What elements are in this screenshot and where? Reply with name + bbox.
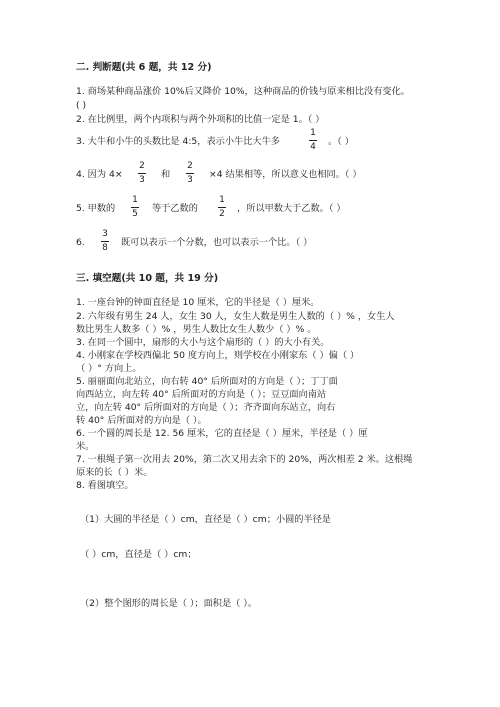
fraction-denominator: 3 bbox=[187, 175, 193, 185]
fraction-denominator: 4 bbox=[310, 142, 316, 152]
judgment-q5-fraction-2 bbox=[218, 195, 226, 220]
judgment-q6-tail: 既可以表示一个分数，也可以表示一个比。（ ） bbox=[121, 237, 313, 248]
fraction-bar bbox=[309, 140, 317, 141]
judgment-q4-tail: ×4 结果相等，所以意义也相同。（ ） bbox=[209, 169, 362, 180]
fill-q2-line1: 2. 六年级有男生 24 人，女生 30 人，女生人数是男生人数的（ ）% ，女生人 bbox=[76, 311, 395, 322]
fill-q7-line1: 7. 一根绳子第一次用去 20%，第二次又用去余下的 20%，两次相差 2 米。这根绳 bbox=[76, 454, 413, 465]
fraction-numerator: 1 bbox=[132, 195, 138, 205]
fill-q5-line3: 立，向左转 40° 后所面对的方向是（ ）；齐齐面向东站立，向右 bbox=[76, 402, 336, 413]
section-title-judgment: 二. 判断题(共 6 题，共 12 分) bbox=[76, 62, 212, 73]
fill-q3: 3. 在同一个圆中，扇形的大小与这个扇形的（ ）的大小有关。 bbox=[76, 337, 330, 348]
fill-q5-line1: 5. 丽丽面向北站立，向右转 40° 后所面对的方向是（ ）；丁丁面 bbox=[76, 376, 338, 387]
fill-q8: 8. 看图填空。 bbox=[76, 480, 134, 491]
fraction-numerator: 2 bbox=[139, 161, 145, 171]
fraction-numerator: 1 bbox=[310, 128, 316, 138]
fraction-denominator: 3 bbox=[139, 175, 145, 185]
section-title-fill-blank: 三. 填空题(共 10 题，共 19 分) bbox=[76, 273, 219, 284]
fill-q5-line2: 向西站立，向左转 40° 后所面对的方向是（ ）；豆豆面向南站 bbox=[76, 389, 327, 400]
fraction-numerator: 1 bbox=[219, 195, 225, 205]
fill-q5-line4: 转 40° 后所面对的方向是（ ）。 bbox=[76, 415, 207, 426]
judgment-q4-text: 4. 因为 4× bbox=[76, 169, 123, 180]
fill-q4-line1: 4. 小刚家在学校西偏北 50 度方向上，则学校在小刚家东（ ）偏（ ） bbox=[76, 350, 360, 361]
fill-q1: 1. 一座台钟的钟面直径是 10 厘米，它的半径是（ ）厘米。 bbox=[76, 297, 320, 308]
fraction-denominator: 2 bbox=[219, 209, 225, 219]
judgment-q1-line1: 1. 商场某种商品涨价 10%后又降价 10%，这种商品的价钱与原来相比没有变化。 bbox=[76, 86, 410, 97]
judgment-q1-line2: ( ) bbox=[76, 100, 87, 111]
judgment-q5-fraction-1 bbox=[131, 195, 139, 220]
fill-q8-sub1-line1: （1）大圆的半径是（ ）cm，直径是（ ）cm；小圆的半径是 bbox=[80, 514, 331, 525]
fill-q8-sub1-line2: （ ）cm，直径是（ ）cm； bbox=[80, 549, 197, 560]
judgment-q3-tail: 。（ ） bbox=[328, 136, 354, 147]
fraction-bar bbox=[218, 207, 226, 208]
judgment-q4-fraction-2 bbox=[186, 161, 194, 186]
fill-q2-line2: 数比男生人数多（ ）% ，男生人数比女生人数少（ ）% 。 bbox=[76, 324, 317, 335]
fraction-bar bbox=[131, 207, 139, 208]
judgment-q5-middle: 等于乙数的 bbox=[152, 203, 198, 214]
fraction-denominator: 5 bbox=[132, 209, 138, 219]
fill-q8-sub2: （2）整个图形的周长是（ ）；面积是（ ）。 bbox=[80, 598, 258, 609]
fill-q6-line2: 米。 bbox=[76, 441, 95, 452]
fill-q6-line1: 6. 一个圆的周长是 12. 56 厘米，它的直径是（ ）厘米，半径是（ ）厘 bbox=[76, 428, 368, 439]
judgment-q6-fraction bbox=[101, 229, 109, 254]
fraction-denominator: 8 bbox=[102, 243, 108, 253]
judgment-q4-and: 和 bbox=[161, 169, 171, 180]
fill-q7-line2: 原来的长（ ）米。 bbox=[76, 467, 153, 478]
fraction-numerator: 2 bbox=[187, 161, 193, 171]
judgment-q5-text: 5. 甲数的 bbox=[76, 203, 116, 214]
judgment-q4-fraction-1 bbox=[138, 161, 146, 186]
judgment-q6-label: 6. bbox=[76, 237, 85, 248]
fraction-numerator: 3 bbox=[102, 229, 108, 239]
judgment-q2: 2. 在比例里，两个内项积与两个外项积的比值一定是 1。（ ） bbox=[76, 114, 325, 125]
judgment-q3-text: 3. 大牛和小牛的头数比是 4:5，表示小牛比大牛多 bbox=[76, 136, 280, 147]
fraction-bar bbox=[138, 173, 146, 174]
fraction-bar bbox=[186, 173, 194, 174]
judgment-q3-fraction bbox=[309, 128, 317, 153]
judgment-q5-tail: ，所以甲数大于乙数。（ ） bbox=[237, 203, 346, 214]
fill-q4-line2: （ ）° 方向上。 bbox=[76, 363, 142, 374]
fraction-bar bbox=[101, 241, 109, 242]
